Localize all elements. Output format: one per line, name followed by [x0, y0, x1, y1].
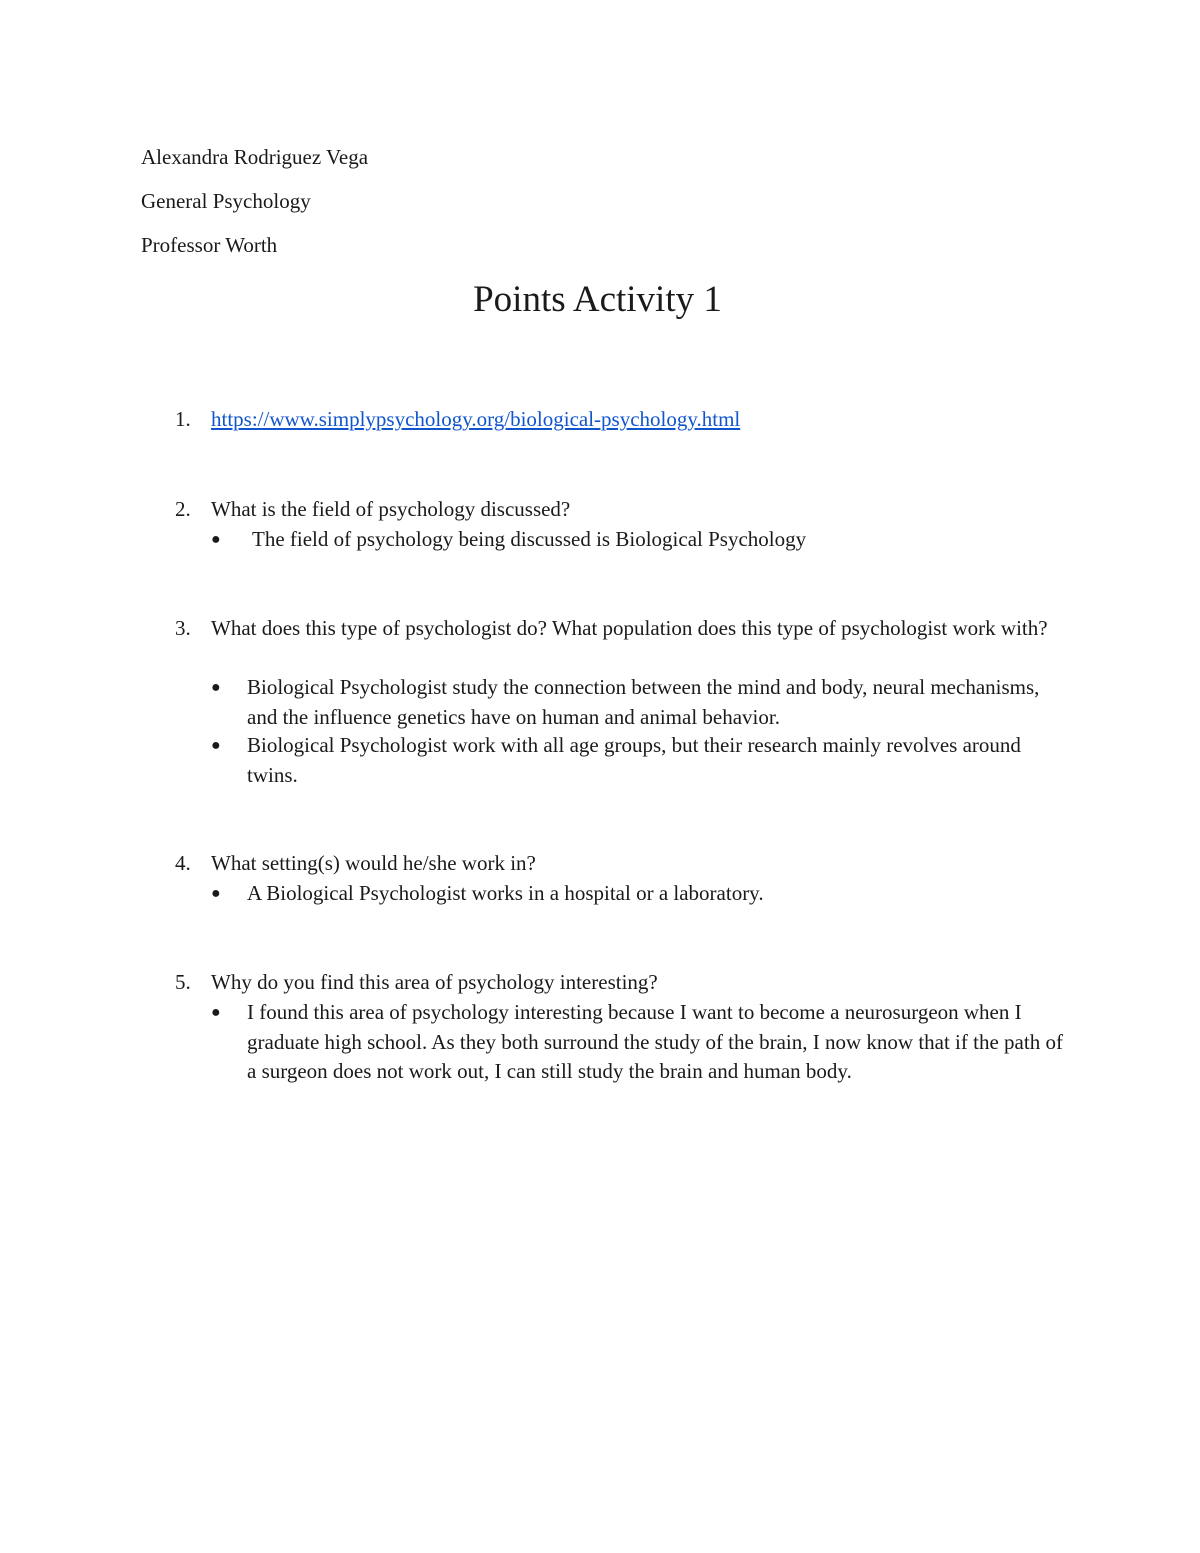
bullet-icon: ● [211, 1004, 221, 1021]
source-link[interactable]: https://www.simplypsychology.org/biological-psychology.html [211, 407, 741, 431]
item-2-answer-1: The field of psychology being discussed is Biological Psychology [252, 527, 807, 551]
item-2-question: What is the field of psychology discussed? [211, 497, 571, 521]
bullet-icon: ● [211, 737, 221, 754]
item-5-number: 5. [175, 970, 191, 994]
item-4-answer-1: A Biological Psychologist works in a hospital or a laboratory. [247, 881, 764, 905]
course-name: General Psychology [141, 189, 311, 213]
student-name: Alexandra Rodriguez Vega [141, 145, 369, 169]
item-4-question: What setting(s) would he/she work in? [211, 851, 536, 875]
item-3-answer-2: Biological Psychologist work with all age groups, but their research mainly revolves around twins. [247, 733, 1021, 787]
item-5-question: Why do you find this area of psychology interesting? [211, 970, 658, 994]
bullet-icon: ● [211, 885, 221, 902]
item-5-answer-1: I found this area of psychology interesting because I want to become a neurosurgeon when I graduate high school. As they both surround the study of the brain, I now know that if the path of a surgeon does not work out, I can still study the brain and human body. [247, 1000, 1063, 1083]
professor-name: Professor Worth [141, 233, 278, 257]
item-2-number: 2. [175, 497, 191, 521]
bullet-icon: ● [211, 531, 221, 548]
item-3-number: 3. [175, 616, 191, 640]
bullet-icon: ● [211, 679, 221, 696]
item-3-question: What does this type of psychologist do? What population does this type of psychologist work with? [211, 616, 1048, 640]
item-3-answer-1: Biological Psychologist study the connection between the mind and body, neural mechanisms, and the influence genetics have on human and animal behavior. [247, 675, 1040, 729]
document-title: Points Activity 1 [473, 279, 722, 320]
item-4-number: 4. [175, 851, 191, 875]
item-1-number: 1. [175, 407, 191, 431]
